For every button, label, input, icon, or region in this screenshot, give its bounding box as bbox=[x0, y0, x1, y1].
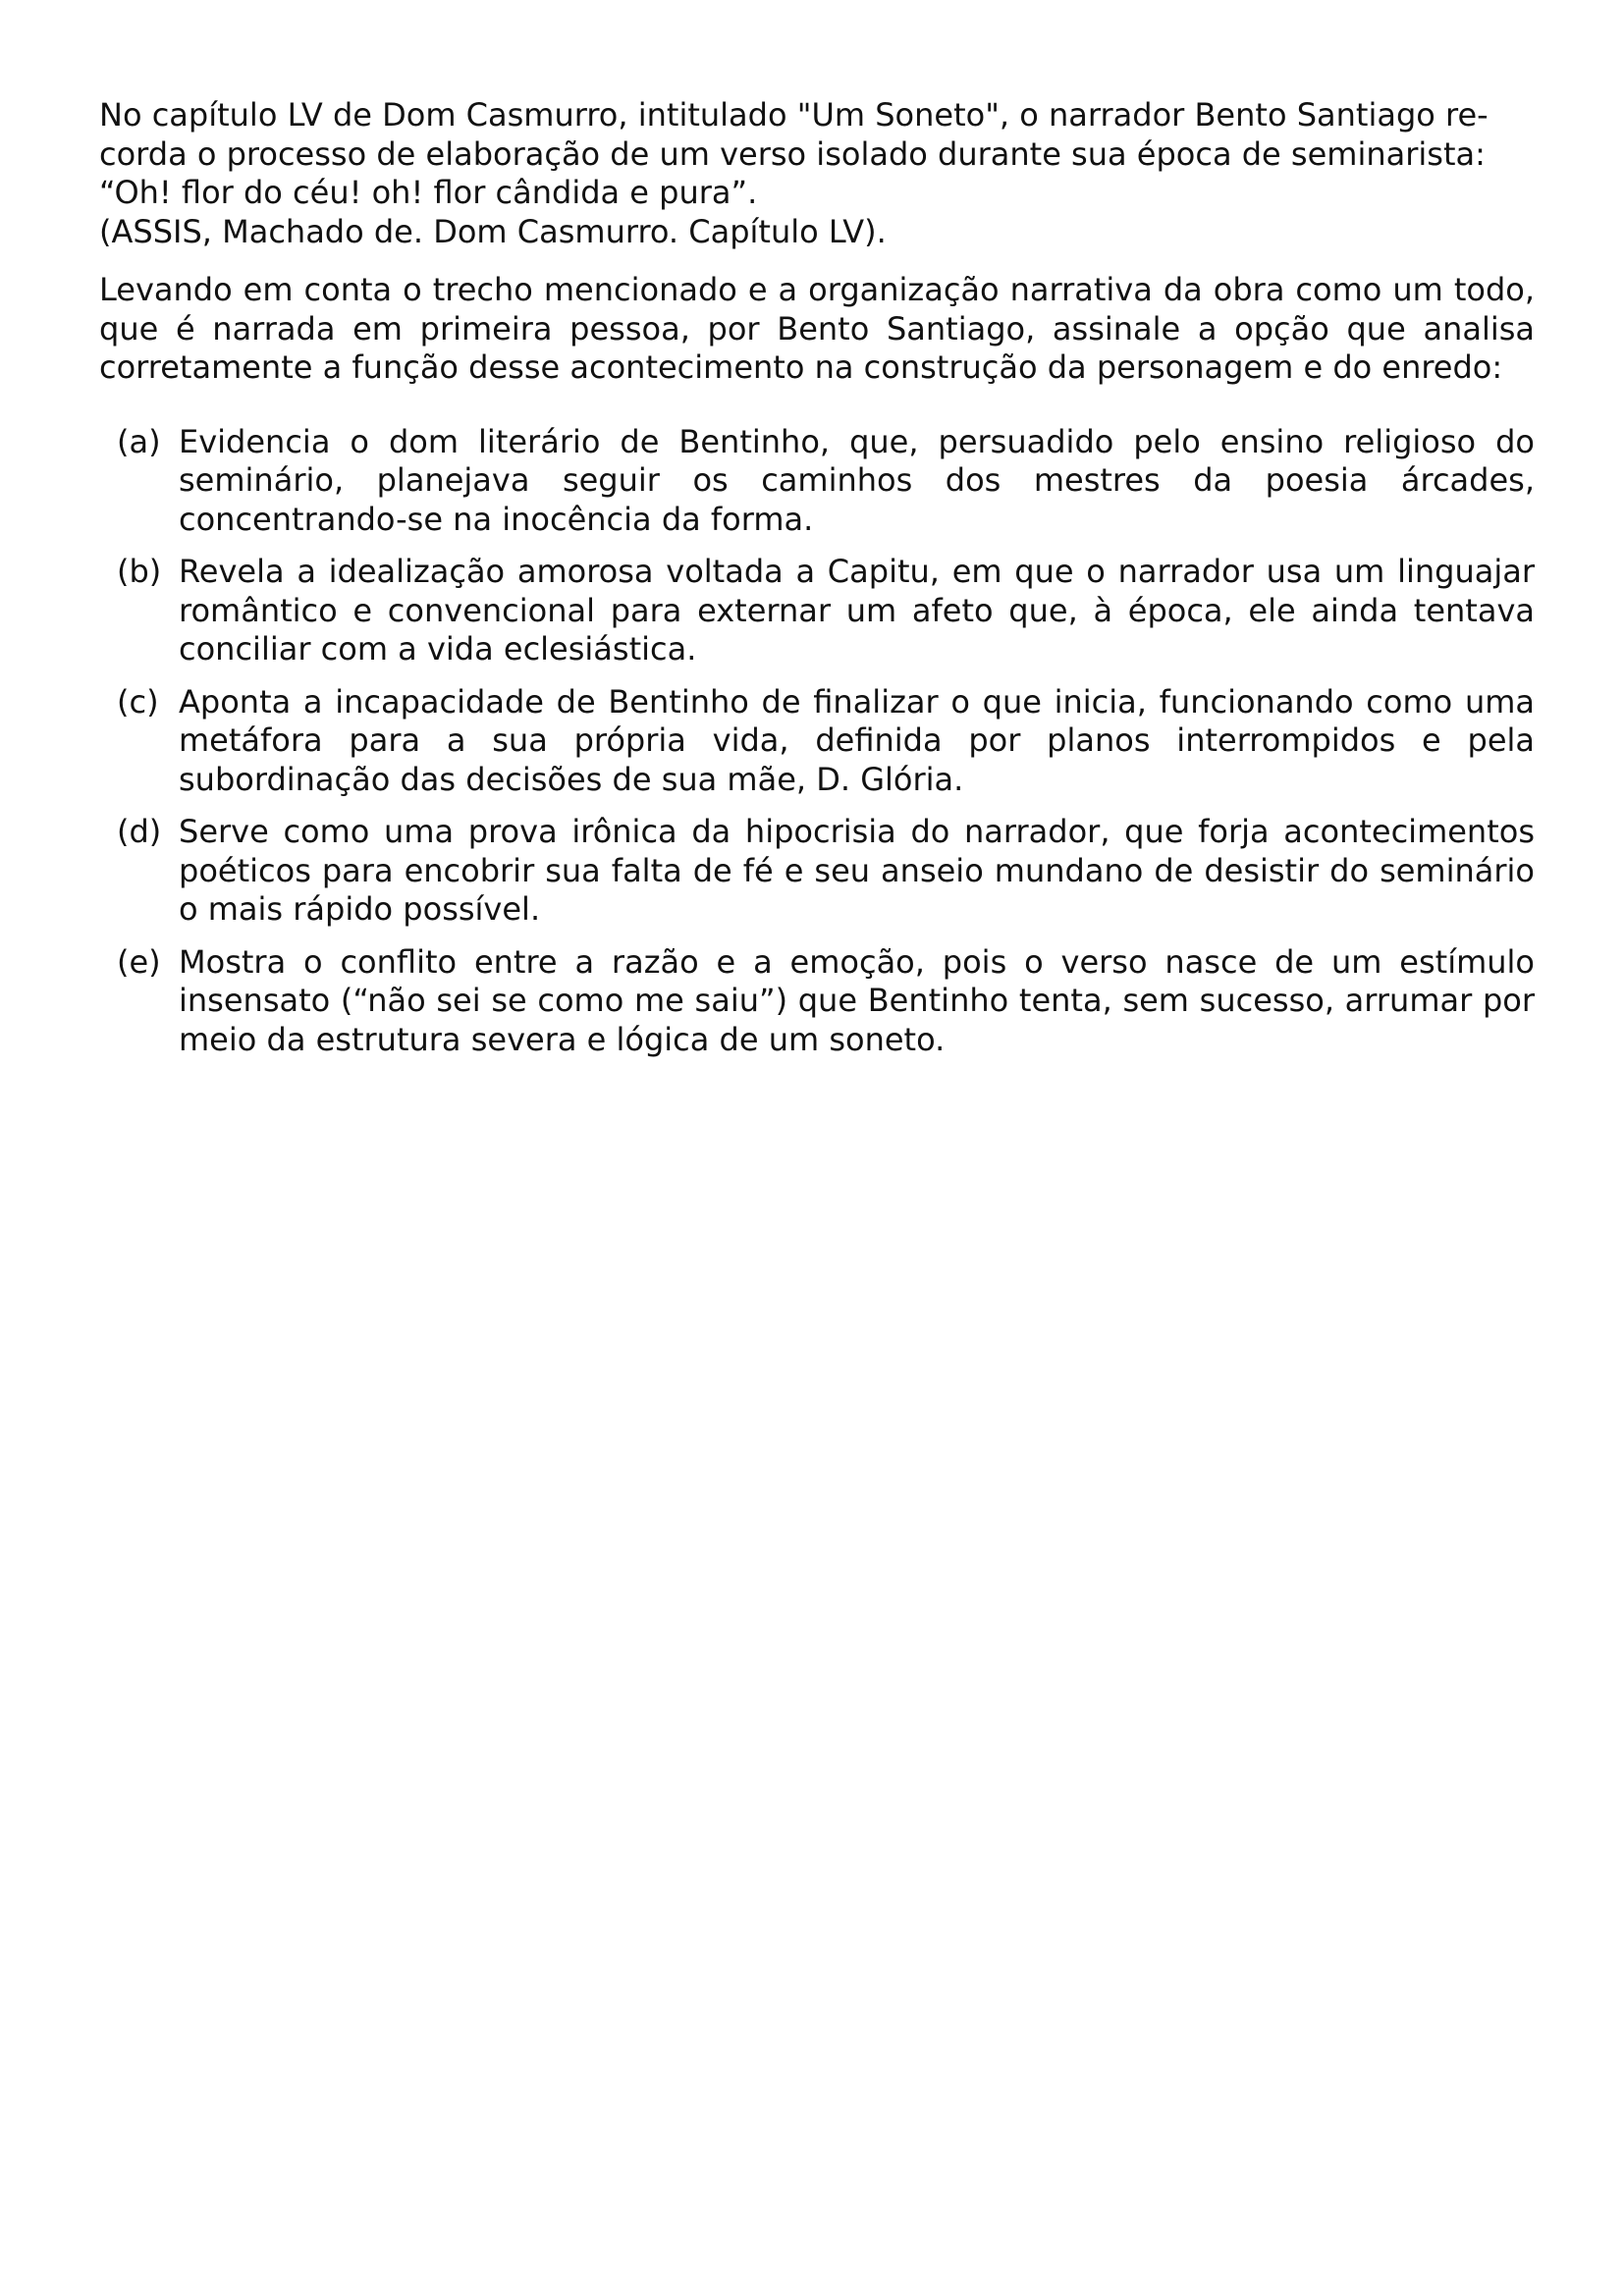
option-text: Serve como uma prova irônica da hipocrisia do narrador, que forja acontecimentos poéticos para encobrir sua falta de fé e seu anseio mundano de desistir do seminário o mais rápido possível. bbox=[179, 813, 1535, 928]
option-letter: (d) bbox=[117, 813, 162, 850]
option-letter: (a) bbox=[117, 422, 161, 460]
intro-line: No capítulo LV de Dom Casmurro, intitulado "Um Soneto", o narrador Bento Santiago re- bbox=[99, 96, 1489, 133]
option-text: Aponta a incapacidade de Bentinho de finalizar o que inicia, funcionando como uma metáfora para a sua própria vida, definida por planos interrompidos e pela subordinação das decisões de sua mãe, D. Glória. bbox=[179, 682, 1535, 798]
option-a bbox=[99, 423, 1535, 540]
option-c bbox=[99, 683, 1535, 800]
option-e bbox=[99, 943, 1535, 1060]
intro-line: corda o processo de elaboração de um verso isolado durante sua época de seminarista: bbox=[99, 134, 1486, 173]
option-letter: (c) bbox=[117, 682, 159, 721]
intro-paragraph bbox=[99, 96, 1535, 251]
option-letter: (b) bbox=[117, 553, 162, 590]
option-letter: (e) bbox=[117, 942, 161, 981]
question-text: Levando em conta o trecho mencionado e a organização narrativa da obra como um todo, que é narrada em primeira pessoa, por Bento Santiago, assinale a opção que analisa corretamente a função desse acontecimento na construção da personagem e do enredo: bbox=[99, 271, 1535, 386]
answer-options bbox=[99, 423, 1535, 1060]
citation: (ASSIS, Machado de. Dom Casmurro. Capítulo LV). bbox=[99, 212, 887, 250]
option-text: Revela a idealização amorosa voltada a Capitu, em que o narrador usa um linguajar romântico e convencional para externar um afeto que, à época, ele ainda tentava conciliar com a vida eclesiástica. bbox=[179, 553, 1535, 667]
option-b bbox=[99, 553, 1535, 669]
option-d bbox=[99, 813, 1535, 930]
option-text: Evidencia o dom literário de Bentinho, que, persuadido pelo ensino religioso do seminário, planejava seguir os caminhos dos mestres da poesia árcades, concentrando-se na inocência da forma. bbox=[179, 422, 1535, 538]
verse-quote: “Oh! flor do céu! oh! flor cândida e pura”. bbox=[99, 174, 758, 211]
document-page bbox=[99, 96, 1535, 1073]
option-text: Mostra o conflito entre a razão e a emoção, pois o verso nasce de um estímulo insensato (“não sei se como me saiu”) que Bentinho tenta, sem sucesso, arrumar por meio da estrutura severa e lógica de um soneto. bbox=[179, 942, 1535, 1058]
